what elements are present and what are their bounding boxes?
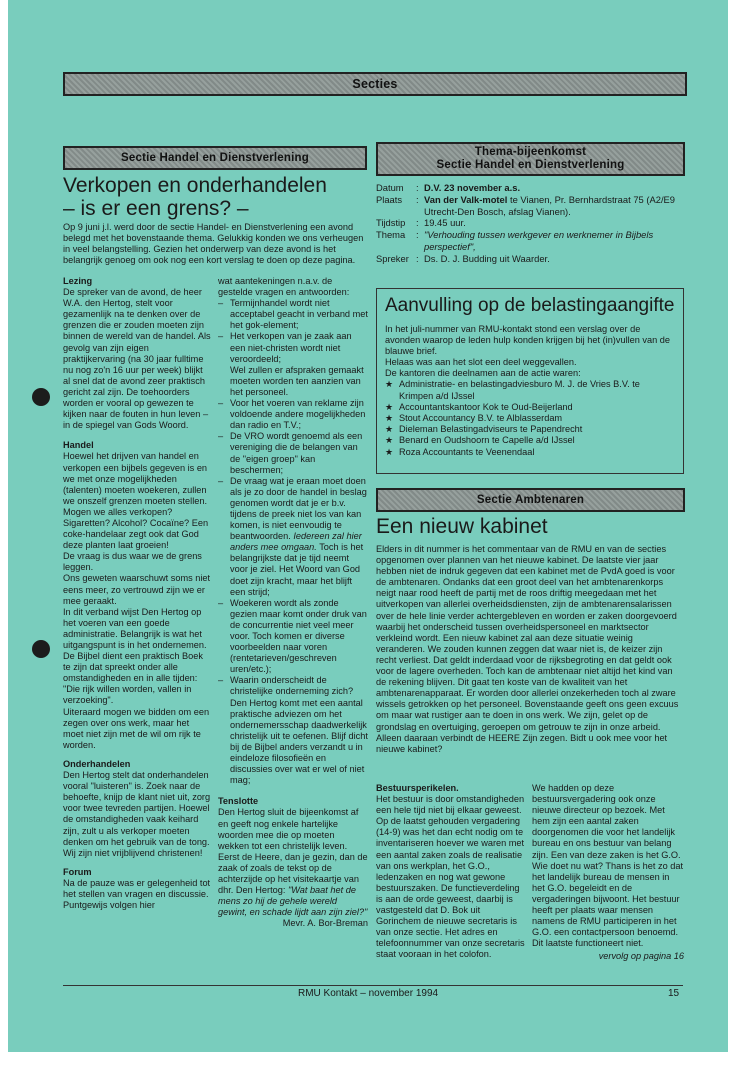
info-value [424,194,684,218]
left-column-1 [63,276,211,911]
handel-heading: Handel [63,440,94,451]
list-item: – Het verkopen van je zaak aan een niet-christen wordt niet veroordeeld; Wel zullen er afspraken gemaakt moeten worden ten aanzien van het personeel. [218,331,368,398]
aanvulling-title: Aanvulling op de belastingaangifte [385,295,675,316]
vervolg-note: vervolg op pagina 16 [598,951,684,962]
kabinet-title: Een nieuw kabinet [376,515,548,538]
footer-page-number: 15 [668,988,680,999]
bestuur-column-2 [532,783,684,963]
list-item: – Waarin onderscheidt de christelijke onderneming zich? Den Hertog komt met een aantal praktische adviezen om het ondernemersschap daadwerkelijk christelijk uit te oefenen. Blijf dicht bij de Bijbel anders verzandt u in eindeloze filosofieën en discussies over wat er wel of niet mag; [218,675,368,786]
article-title-line2: – is er een grens? – [63,197,249,220]
aanvulling-box [376,288,684,474]
lezing-heading: Lezing [63,276,93,286]
list-item [385,447,675,458]
section-bar-handel-label: Sectie Handel en Dienstverlening [121,152,309,164]
forum-heading: Forum [63,866,92,877]
star-icon: ★ [385,401,394,412]
info-label: Spreker [376,252,409,264]
star-icon: ★ [385,446,394,457]
punch-hole-top [32,388,50,406]
bullet-text: Voor het voeren van reklame zijn voldoende andere mogelijkheden dan radio en T.V.; [230,398,366,431]
list-item: – De vraag wat je eraan moet doen als je zo door de handel in beslag genomen wordt dat je er b.v. tijdens de preek niet los van kan komen, is niet eenvoudig te beantwoorden. Iedereen zal hier anders mee omgaan. Toch is het belangrijkste dat je tijd neemt voor je ziel. Het Woord van God doet zijn kracht, maar het blijft een strijd; [218,475,367,597]
footer-publication: RMU Kontakt – november 1994 [298,988,439,999]
aanvulling-text: In het juli-nummer van RMU-kontakt stond een verslag over de avonden waarop de leden hulp konden krijgen bij het (in)vullen van de blauwe brief. Helaas was aan het slot een deel weggevallen. De kantoren die deelnamen aan de actie waren: [385,324,671,379]
thema-bar-line1: Thema-bijeenkomst [474,146,587,158]
bestuur-heading: Bestuursperikelen. [376,783,459,793]
star-icon: ★ [385,413,394,424]
bullet-text: Termijnhandel wordt niet acceptabel geacht in verband met het gok-element; [230,298,368,331]
article-intro [63,222,367,266]
notes-intro: wat aantekeningen n.a.v. de gestelde vragen en antwoorden: [218,276,350,298]
bullet-text-italic: Iedereen zal hier anders mee omgaan. [230,531,362,553]
left-column-2 [218,276,368,929]
info-label: Datum [376,182,404,193]
bestuur-text: Het bestuur is door omstandigheden een hele tijd niet bij elkaar geweest. Op de laatst gehouden vergadering (14-9) was het dan echt nodig om te inventariseren hoever we waren met een aantal zaken zoals de realisatie van ons werkplan, het G.O., ledenzaken en nog wat gewone bestuurszaken. De functieverdeling is aan de orde geweest, daarbij is vastgesteld dat D. Bok uit Gorinchem de nieuwe secretaris is van onze sectie. Het adres en telefoonnummer van onze secretaris staat vooraan in het colofon. [376,794,525,960]
onderhandelen-text: Den Hertog stelt dat onderhandelen vooral "luisteren" is. Zoek naar de behoefte, knijp de klant niet uit, zorg voor twee tevreden partijen. Hoewel de omstandigheden vaak keihard zijn, zult u als verkoper moeten denken om het gebruik van de tong. Wij zijn niet vrijblijvend christenen! [63,770,211,858]
list-item [385,402,675,413]
list-item [385,379,675,401]
magazine-page [8,0,728,1052]
tenslotte-body: Den Hertog sluit de bijeenkomst af en geeft nog enkele hartelijke woorden mee die op moeten wekken tot een christelijk leven. Eerst de Heere, dan je gezin, dan de zaak of zoals de tekst op de achterzijde op het visitekaartje van dhr. Den Hertog: [218,807,368,896]
handel-text: Hoewel het drijven van handel en verkopen een bijbels gegeven is en we met onze mogelijkheden (talenten) moeten woekeren, zullen we onszelf grenzen moeten stellen. Mogen we alles verkopen? Sigaretten? Alcohol? Cocaïne? Een coke-handelaar zegt ook dat God deze planten laat groeien! De vraag is dus waar we de grens leggen. Ons geweten waarschuwt soms niet eens meer, zo vertrouwd zijn we er mee geraakt. In dit verband wijst Den Hertog op het voeren van een goede administratie. Belangrijk is wat het uitgangspunt is in het ondernemen. De Bijbel dient een praktisch Boek te zijn dat spreekt onder alle omstandigheden en in alle tijden: "Die rijk willen worden, vallen in verzoeking". Uiteraard mogen we bidden om een zegen over ons werk, maar het moet niet zijn met de wil om rijk te worden. [63,451,211,750]
star-icon: ★ [385,424,394,435]
section-bar-handel [63,146,367,170]
kantoor-name: Dieleman Belastingadviseurs te Papendrecht [399,424,583,435]
header-bar [63,72,687,96]
punch-hole-bottom [32,640,50,658]
kantoor-name: Administratie- en belastingadviesburo M. J. de Vries B.V. te Krimpen a/d IJssel [399,379,640,401]
info-value: 19.45 uur. [424,217,466,229]
bestuur-column-1 [376,783,526,961]
list-item [385,435,675,446]
list-item: – Voor het voeren van reklame zijn voldoende andere mogelijkheden dan radio en T.V.; [218,398,368,431]
kantoor-name: Benard en Oudshoorn te Capelle a/d IJssel [399,435,575,446]
star-icon: ★ [385,379,394,390]
list-item: – Termijnhandel wordt niet acceptabel geacht in verband met het gok-element; [218,298,368,331]
article-title-line1: Verkopen en onderhandelen [63,174,327,197]
kabinet-article [376,515,684,755]
bullet-text: Woekeren wordt als zonde gezien maar komt onder druk van de concurrentie niet veel meer voor. Toch komen er diverse voorbeelden naar voren (rentetarieven/geschreven uren/etc.); [230,597,367,675]
bullet-text-rest: Toch is het belangrijkste dat je tijd neemt voor je ziel. Het Woord van God doet zijn kracht, maar het blijft een strijd; [230,542,364,597]
tenslotte-text [218,807,368,929]
lezing-text: De spreker van de avond, de heer W.A. den Hertog, stelt voor gezamenlijk na te denken over de grenzen die er zouden moeten zijn binnen de wereld van de handel. Als gevolg van zijn eigen praktijkervaring (na 30 jaar fulltime nu nog zo'n 16 uur per week) blijkt al snel dat de avond zeer praktisch gericht zal zijn. De toehoorders worden er vooral op gewezen te kijken naar de fouten in hun leven – in de spiegel van Gods Woord. [63,287,211,431]
info-label: Thema [376,229,406,241]
kantoor-name: Accountantskantoor Kok te Oud-Beijerland [399,401,573,412]
info-value: D.V. 23 november a.s. [424,182,521,193]
bestuur-text-2: We hadden op deze bestuursvergadering ook onze nieuwe directeur op bezoek. Met hem zijn een aantal zaken doorgenomen die voor het landelijk bureau en ons bestuur van belang zijn. Een van deze zaken is het G.O. Wie doet nu wat? Thans is het zo dat het landelijk bureau de mensen in het G.O. begeleidt en de vergaderingen bijwoont. Het bestuur heeft per plaats waar mensen namens de RMU participeren in het G.O. een contactpersoon benoemd. Dit laatste functioneert niet. [532,783,684,949]
info-label: Plaats [376,193,403,205]
tenslotte-heading: Tenslotte [218,796,259,807]
thema-bar [376,142,685,176]
tenslotte-quote: "Wat baat het de mens zo hij de gehele wereld gewint, en schade lijdt aan zijn ziel?" [218,885,368,918]
thema-info: Datum : D.V. 23 november a.s. Plaats : Van der Valk-motel te Vianen, Pr. Bernhardstraat 75 (A2/E9 Utrecht-Den Bosch, afslag Vianen). Tijdstip : 19.45 uur. Thema : "Verhouding tussen werkgever en werknemer in Bijbels perspectief", Spreker : Ds. D. J. Budding uit Waarder. [376,182,684,265]
info-label: Tijdstip [376,217,406,229]
thema-bar-line2: Sectie Handel en Dienstverlening [436,159,625,171]
kabinet-text: Elders in dit nummer is het commentaar van de RMU en van de secties opgenomen over plannen van het nieuwe kabinet. De laatste vier jaar hebben niet de indruk gegeven dat een kabinet met de PvdA goed is voor de ambtenaren. Ondanks dat een groot deel van het ambtenarenkorps neigt naar rood heeft de partij met de roos driftig meegedaan met het uitverkopen van allerlei overheidsdiensten, zijn de ambtenarensalarissen over de hele linie verder achtergebleven en worden er zaken doorgevoerd waarbij het onderscheid tussen overheidspersoneel en marktsector verkleind wordt. Een nieuw kabinet zal aan deze situatie weinig veranderen. We zouden kunnen zeggen dat waar niet is, de keizer zijn recht verliest. Dat geldt inderdaad voor de rijksbegroting en dat geldt ook voor de lagere overheden. Toch kan de ambtenaar niet altijd het kind van de rekening blijven. Dit gaat ten koste van de kwaliteit van het ambtenarenapparaat. Er worden door allerlei onzekerheden toch al zware wissels getrokken op het personeel. Bovenstaande geeft ons geen excuus om maar wat rustiger aan te doen in ons werk. We zijn, gelet op de grondslag en overtuiging, geroepen om getrouw te zijn in onze arbeid. Alleen daaraan verbindt de HEERE Zijn zegen. Bidt u ook mee voor het nieuwe kabinet? [376,544,679,754]
forum-text: Na de pauze was er gelegenheid tot het stellen van vragen en discussie. Puntgewijs volgen hier [63,877,211,911]
list-item: – De VRO wordt genoemd als een vereniging die de belangen van de "eigen groep" kan beschermen; [218,431,368,475]
intro-text: Op 9 juni j.l. werd door de sectie Handel- en Dienstverlening een avond belegd met het bovenstaande thema. Gelukkig konden we ons verheugen in veel belangstelling. Gezien het onderwerp van deze avond is het belangrijk genoeg om ook nog een kort verslag te doen op deze pagina. [63,222,364,266]
bullet-text-main: De vraag wat je eraan moet doen als je zo door de handel in beslag genomen wordt dat je er b.v. tijdens de preek niet los van kan komen, is niet eenvoudig te beantwoorden. [230,475,367,542]
footer-rule [63,985,683,986]
list-item [385,413,675,424]
star-icon: ★ [385,435,394,446]
article-title [63,174,363,220]
list-item [385,424,675,435]
info-value-bold: Van der Valk-motel [424,193,508,205]
section-bar-ambtenaren-label: Sectie Ambtenaren [476,494,585,506]
kantoor-name: Roza Accountants te Veenendaal [399,446,535,457]
section-bar-ambtenaren [376,488,685,512]
list-item: – Woekeren wordt als zonde gezien maar komt onder druk van de concurrentie niet veel meer voor. Toch komen er diverse voorbeelden naar voren (rentetarieven/geschreven uren/etc.); [218,597,367,675]
bullet-text: Waarin onderscheidt de christelijke onderneming zich? Den Hertog komt met een aantal praktische adviezen om het ondernemersschap daadwerkelijk christelijk uit te oefenen. Blijf dicht bij de Bijbel anders verzandt u in eindeloze filosofieën en discussies over wat er wel of niet mag; [230,675,368,786]
article-author: Mevr. A. Bor-Breman [282,918,368,929]
bullet-text [230,476,368,598]
info-value: "Verhouding tussen werkgever en werknemer in Bijbels perspectief", [424,229,654,252]
info-value: Ds. D. J. Budding uit Waarder. [424,252,550,264]
bullet-text: De VRO wordt genoemd als een vereniging die de belangen van de "eigen groep" kan beschermen; [230,431,363,475]
bullet-text: Het verkopen van je zaak aan een niet-christen wordt niet veroordeeld; Wel zullen er afspraken gemaakt moeten worden ten aanzien van het personeel. [230,331,364,397]
onderhandelen-heading: Onderhandelen [63,758,131,769]
info-value-rest: te Vianen, Pr. Bernhardstraat 75 (A2/E9 Utrecht-Den Bosch, afslag Vianen). [424,193,676,217]
kantoor-name: Stout Accountancy B.V. te Alblasserdam [399,413,563,424]
header-title: Secties [352,77,398,91]
